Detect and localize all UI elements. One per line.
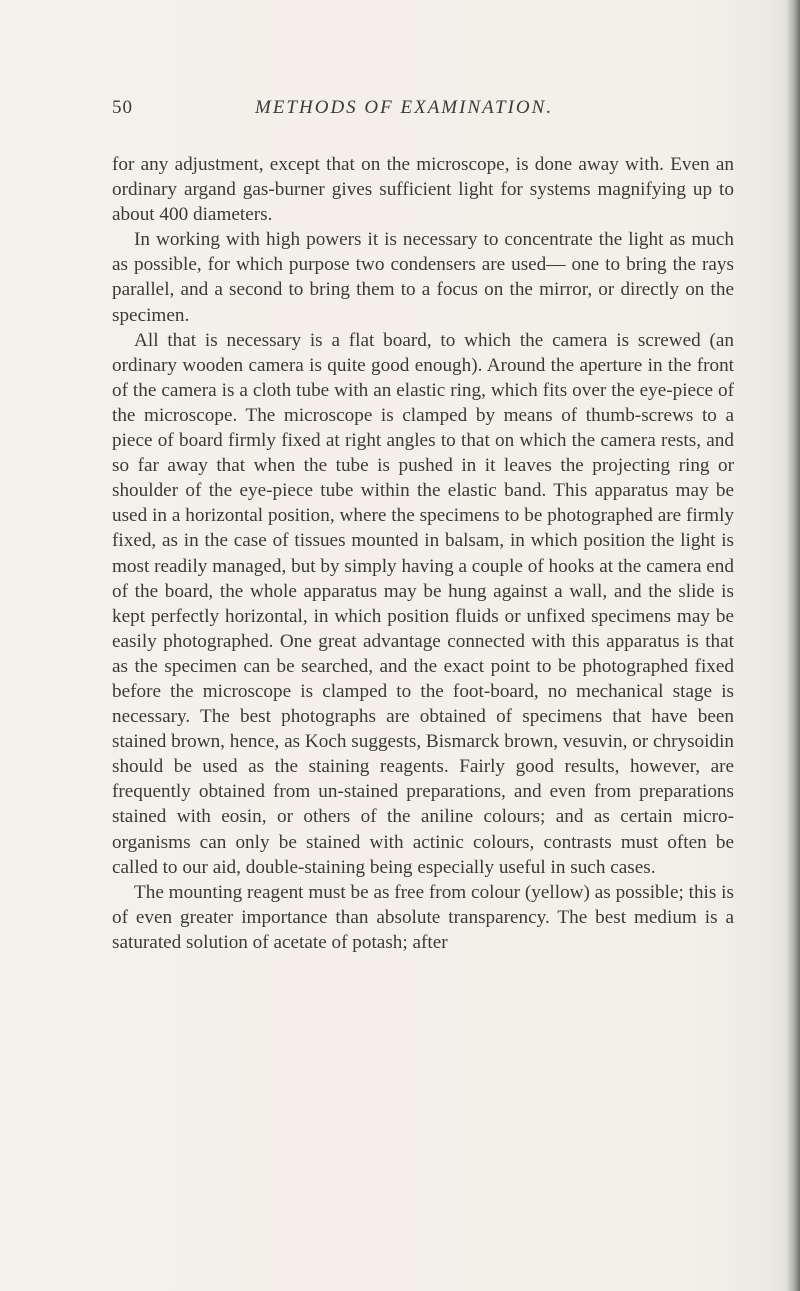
- page-edge-shadow: [786, 0, 800, 1291]
- paragraph-4: The mounting reagent must be as free from colour (yellow) as possible; this is of even greater importance than absolute transparency. The best medium is a saturated solution of acetate of potash; after: [112, 881, 734, 953]
- body-text: [112, 152, 734, 955]
- paragraph-2: In working with high powers it is necessary to concentrate the light as much as possible, for which purpose two condensers are used— one to bring the rays parallel, and a second to bring them to a focus on the mirror, or directly on the specimen.: [112, 229, 734, 326]
- page-header: [112, 97, 732, 127]
- paragraph-1: for any adjustment, except that on the microscope, is done away with. Even an ordinary argand gas-burner gives sufficient light for systems magnifying up to about 400 diameters.: [112, 154, 734, 226]
- paragraph-3: All that is necessary is a flat board, to which the camera is screwed (an ordinary wooden camera is quite good enough). Around the aperture in the front of the camera is a cloth tube with an elastic ring, which fits over the eye-piece of the microscope. The microscope is clamped by means of thumb-screws to a piece of board firmly fixed at right angles to that on which the camera rests, and so far away that when the tube is pushed in it leaves the projecting ring or shoulder of the eye-piece tube within the elastic band. This apparatus may be used in a horizontal position, where the specimens to be photographed are firmly fixed, as in the case of tissues mounted in balsam, in which position the light is most readily managed, but by simply having a couple of hooks at the camera end of the board, the whole apparatus may be hung against a wall, and the slide is kept perfectly horizontal, in which position fluids or unfixed specimens may be easily photographed. One great advantage connected with this apparatus is that as the specimen can be searched, and the exact point to be photographed fixed before the microscope is clamped to the foot-board, no mechanical stage is necessary. The best photographs are obtained of specimens that have been stained brown, hence, as Koch suggests, Bismarck brown, vesuvin, or chrysoidin should be used as the staining reagents. Fairly good results, however, are frequently obtained from un-stained preparations, and even from preparations stained with eosin, or others of the aniline colours; and as certain micro-organisms can only be stained with actinic colours, contrasts must often be called to our aid, double-staining being especially useful in such cases.: [112, 329, 734, 878]
- running-head: METHODS OF EXAMINATION.: [255, 97, 554, 118]
- page-number: 50: [112, 97, 133, 118]
